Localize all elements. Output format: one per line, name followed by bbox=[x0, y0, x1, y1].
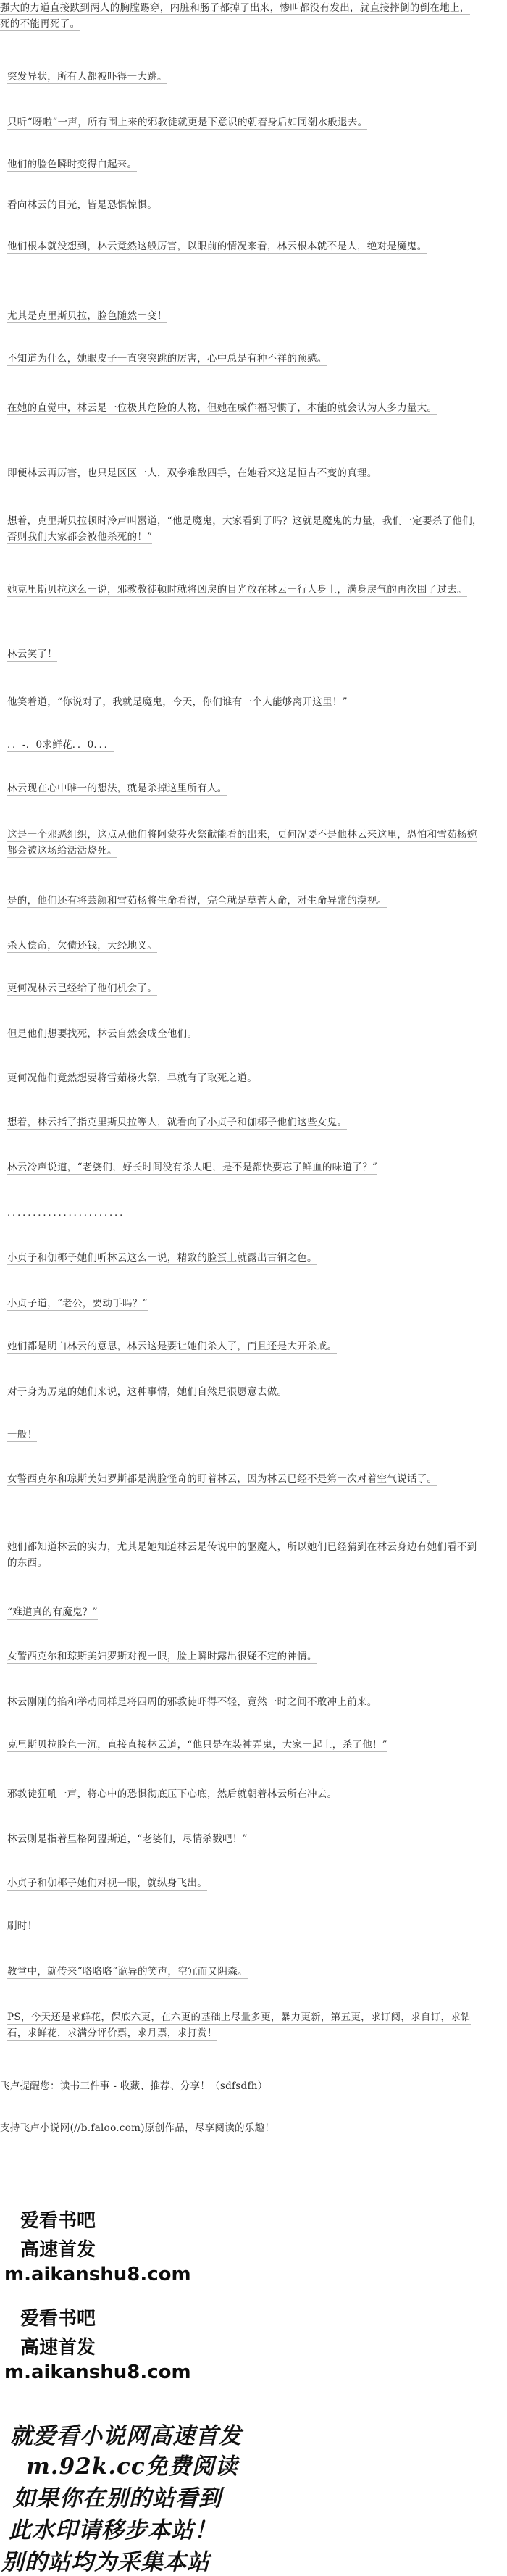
story-paragraph bbox=[7, 465, 485, 481]
story-paragraph bbox=[7, 938, 485, 954]
story-paragraph bbox=[7, 1786, 485, 1802]
notice-line: m.92k.cc免费阅读 bbox=[26, 2454, 238, 2480]
paragraph-text: 克里斯贝拉脸色一沉，直接直接林云道，“他只是在装神弄鬼，大家一起上，杀了他！” bbox=[7, 1739, 388, 1751]
paragraph-text: 刷时！ bbox=[7, 1920, 38, 1932]
story-paragraph bbox=[7, 1296, 485, 1312]
paragraph-text: 他们的脸色瞬时变得白起来。 bbox=[7, 159, 138, 170]
story-paragraph bbox=[7, 2009, 485, 2041]
story-paragraph bbox=[7, 1159, 485, 1175]
story-paragraph bbox=[7, 827, 485, 859]
paragraph-text: PS，今天还是求鲜花，保底六更，在六更的基础上尽量多更，暴力更新，第五更，求订阅，求自订，求钻石，求鲜花，求满分评价票，求月票，求打赏！ bbox=[7, 2012, 471, 2039]
story-paragraph bbox=[7, 694, 485, 710]
story-paragraph bbox=[7, 1338, 485, 1354]
story-paragraph bbox=[7, 1427, 485, 1443]
story-paragraph bbox=[7, 1070, 485, 1086]
paragraph-text: 支持飞卢小说网(//b.faloo.com)原创作品，尽享阅读的乐趣！ bbox=[0, 2122, 275, 2134]
paragraph-text: 林云冷声说道，“老婆们，好长时间没有杀人吧，是不是都快要忘了鲜血的味道了？” bbox=[7, 1162, 378, 1173]
story-paragraph bbox=[7, 1875, 485, 1891]
paragraph-text: 但是他们想要找死，林云自然会成全他们。 bbox=[7, 1028, 198, 1040]
story-paragraph bbox=[7, 646, 485, 662]
paragraph-text: 只听“呀啦”一声，所有围上来的邪教徒就更是下意识的朝着身后如同潮水般退去。 bbox=[7, 117, 368, 128]
paragraph-text: 一般！ bbox=[7, 1429, 38, 1441]
story-paragraph bbox=[7, 1918, 485, 1934]
paragraph-text: 林云笑了！ bbox=[7, 649, 57, 660]
story-paragraph bbox=[7, 1964, 485, 1980]
story-paragraph bbox=[7, 1114, 485, 1130]
story-paragraph bbox=[7, 400, 485, 416]
paragraph-text: ．．-．0求鲜花．．0．．． bbox=[7, 739, 114, 751]
story-paragraph bbox=[0, 2078, 478, 2094]
paragraph-text: 这是一个邪恶组织，这点从他们将阿蒙芬火祭献能看的出来，更何况要不是他林云来这里，恐怕和雪茹杨婉都会被这场给活活烧死。 bbox=[7, 829, 477, 856]
story-paragraph bbox=[7, 1471, 485, 1487]
site-watermark-block bbox=[4, 2203, 382, 2290]
paragraph-text: 想着，克里斯贝拉顿时冷声叫嚣道，“他是魔鬼，大家看到了吗？这就是魔鬼的力量，我们一定要杀了他们，否则我们大家都会被他杀死的！” bbox=[7, 515, 482, 543]
watermark-url: m.aikanshu8.com bbox=[4, 2264, 191, 2285]
paragraph-text: 是的，他们还有将芸颜和雪茹杨将生命看得，完全就是草菅人命，对生命异常的漠视。 bbox=[7, 895, 387, 906]
watermark-slogan: 高速首发 bbox=[20, 2239, 96, 2261]
paragraph-text: 看向林云的目光，皆是恐惧惊惧。 bbox=[7, 199, 157, 211]
story-paragraph bbox=[7, 69, 485, 85]
paragraph-text: 突发异状，所有人都被吓得一大跳。 bbox=[7, 71, 167, 83]
story-paragraph bbox=[7, 1384, 485, 1400]
story-paragraph bbox=[7, 1026, 485, 1042]
story-paragraph bbox=[7, 1604, 485, 1620]
story-paragraph bbox=[7, 1648, 485, 1664]
watermark-url: m.aikanshu8.com bbox=[4, 2362, 191, 2383]
paragraph-text: 更何况他们竟然想要将雪茹杨火祭，早就有了取死之道。 bbox=[7, 1072, 257, 1084]
site-watermark-block bbox=[4, 2301, 382, 2388]
paragraph-text: 她们都知道林云的实力，尤其是她知道林云是传说中的驱魔人，所以她们已经猜到在林云身边有她们看不到的东西。 bbox=[7, 1541, 477, 1569]
paragraph-text: 女警西克尔和琼斯美妇罗斯都是满脸怪奇的盯着林云，因为林云已经不是第一次对着空气说话了。 bbox=[7, 1473, 437, 1485]
paragraph-text: 杀人偿命，欠债还钱，天经地义。 bbox=[7, 940, 157, 951]
paragraph-text: 林云则是指着里格阿盟斯道，“老婆们，尽情杀戮吧！” bbox=[7, 1833, 248, 1845]
paragraph-text: 在她的直觉中，林云是一位极其危险的人物，但她在威作福习惯了，本能的就会认为人多力量大。 bbox=[7, 402, 437, 414]
paragraph-text: 林云刚刚的掐和举动同样是将四周的邪教徒吓得不轻，竟然一时之间不敢冲上前来。 bbox=[7, 1696, 377, 1708]
paragraph-text: 飞卢提醒您：读书三件事 - 收藏、推荐、分享！（sdfsdfh） bbox=[0, 2080, 268, 2092]
notice-line: 别的站均为采集本站 bbox=[1, 2549, 210, 2575]
story-paragraph bbox=[7, 893, 485, 909]
story-paragraph bbox=[7, 980, 485, 996]
story-paragraph bbox=[7, 1250, 485, 1266]
story-paragraph bbox=[7, 737, 485, 753]
story-paragraph bbox=[7, 582, 485, 598]
paragraph-text: 他笑着道，“你说对了，我就是魔鬼，今天，你们谁有一个人能够离开这里！” bbox=[7, 696, 348, 708]
paragraph-text: 女警西克尔和琼斯美妇罗斯对视一眼，脸上瞬时露出很疑不定的神情。 bbox=[7, 1651, 317, 1662]
paragraph-text: “难道真的有魔鬼？” bbox=[7, 1606, 98, 1618]
paragraph-text: 她们都是明白林云的意思，林云这是要让她们杀人了，而且还是大开杀戒。 bbox=[7, 1341, 338, 1352]
paragraph-text: 教堂中，就传来“咯咯咯”诡异的笑声，空冗而又阴森。 bbox=[7, 1966, 248, 1977]
paragraph-text: 尤其是克里斯贝拉，脸色随然一变！ bbox=[7, 310, 167, 322]
story-paragraph bbox=[7, 1737, 485, 1753]
story-paragraph bbox=[7, 780, 485, 796]
paragraph-text: 她克里斯贝拉这么一说，邪教教徒顿时就将凶戾的目光放在林云一行人身上，满身戾气的再次围了过去。 bbox=[7, 584, 467, 596]
paragraph-text: 更何况林云已经给了他们机会了。 bbox=[7, 983, 157, 994]
story-paragraph bbox=[7, 1831, 485, 1847]
watermark-site-name: 爱看书吧 bbox=[20, 2210, 96, 2232]
story-paragraph bbox=[7, 1205, 485, 1221]
watermark-slogan: 高速首发 bbox=[20, 2337, 96, 2359]
paragraph-text: ．．．．．．．．．．．．．．．．．．．．．．． bbox=[7, 1207, 130, 1219]
notice-line: 就爱看小说网高速首发 bbox=[10, 2423, 242, 2449]
paragraph-text: 即便林云再厉害，也只是区区一人，双拳难敌四手，在她看来这是恒古不变的真理。 bbox=[7, 467, 377, 479]
paragraph-text: 强大的力道直接跌到两人的胸膛踢穿，内脏和肠子都掉了出来，惨叫都没有发出，就直接摔倒的倒在地上，死的不能再死了。 bbox=[0, 2, 470, 30]
notice-line: 如果你在别的站看到 bbox=[13, 2485, 222, 2512]
story-paragraph bbox=[7, 114, 485, 130]
paragraph-text: 小贞子和伽椰子她们对视一眼，就纵身飞出。 bbox=[7, 1877, 207, 1889]
story-paragraph bbox=[0, 0, 478, 32]
repost-notice-watermark bbox=[0, 2413, 507, 2574]
notice-line: 此水印请移步本站！ bbox=[9, 2517, 217, 2543]
story-paragraph bbox=[7, 197, 485, 213]
story-paragraph bbox=[7, 238, 485, 254]
paragraph-text: 林云现在心中唯一的想法，就是杀掉这里所有人。 bbox=[7, 783, 227, 794]
paragraph-text: 想着，林云指了指克里斯贝拉等人，就看向了小贞子和伽椰子他们这些女鬼。 bbox=[7, 1117, 348, 1128]
paragraph-text: 小贞子和伽椰子她们听林云这么一说，精致的脸蛋上就露出古铜之色。 bbox=[7, 1252, 317, 1264]
story-paragraph bbox=[7, 513, 485, 545]
story-paragraph bbox=[7, 1694, 485, 1710]
story-paragraph bbox=[0, 2120, 478, 2136]
paragraph-text: 小贞子道，“老公，要动手吗？” bbox=[7, 1298, 148, 1309]
paragraph-text: 不知道为什么，她眼皮子一直突突跳的厉害，心中总是有种不祥的预感。 bbox=[7, 353, 327, 364]
paragraph-text: 邪教徒狂吼一声，将心中的恐惧彻底压下心底，然后就朝着林云所在冲去。 bbox=[7, 1788, 338, 1800]
story-paragraph bbox=[7, 1539, 485, 1571]
watermark-site-name: 爱看书吧 bbox=[20, 2308, 96, 2330]
story-paragraph bbox=[7, 157, 485, 172]
paragraph-text: 他们根本就没想到，林云竟然这般厉害，以眼前的情况来看，林云根本就不是人，绝对是魔鬼。 bbox=[7, 241, 427, 252]
story-paragraph bbox=[7, 308, 485, 324]
paragraph-text: 对于身为厉鬼的她们来说，这种事情，她们自然是很愿意去做。 bbox=[7, 1386, 288, 1398]
story-paragraph bbox=[7, 351, 485, 367]
